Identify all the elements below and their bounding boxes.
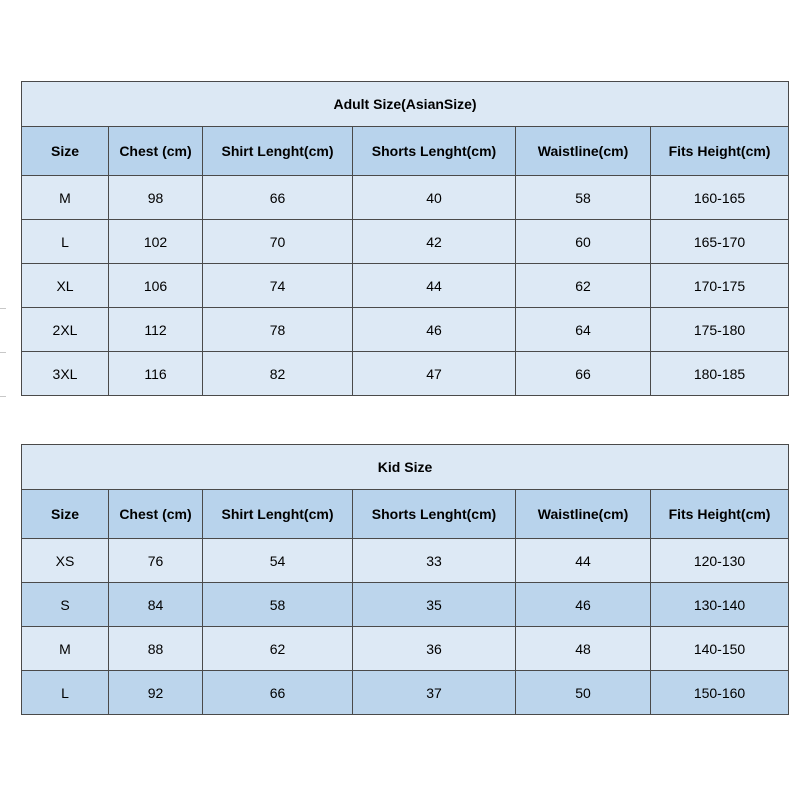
- size-cell: M: [22, 176, 109, 220]
- shirt-length-cell: 58: [203, 583, 353, 627]
- chest-cell: 98: [109, 176, 203, 220]
- edge-mark: [0, 308, 6, 309]
- column-header-shorts-length: Shorts Lenght(cm): [353, 127, 516, 176]
- table-row: [22, 352, 789, 396]
- column-header-size: Size: [22, 490, 109, 539]
- table-row: [22, 539, 789, 583]
- column-header-chest: Chest (cm): [109, 127, 203, 176]
- waistline-cell: 46: [516, 583, 651, 627]
- chest-cell: 116: [109, 352, 203, 396]
- edge-mark: [0, 396, 6, 397]
- shirt-length-cell: 54: [203, 539, 353, 583]
- fits-height-cell: 175-180: [651, 308, 789, 352]
- shirt-length-cell: 70: [203, 220, 353, 264]
- table-row: [22, 176, 789, 220]
- size-cell: M: [22, 627, 109, 671]
- fits-height-cell: 160-165: [651, 176, 789, 220]
- size-cell: XL: [22, 264, 109, 308]
- shorts-length-cell: 46: [353, 308, 516, 352]
- column-header-shorts-length: Shorts Lenght(cm): [353, 490, 516, 539]
- waistline-cell: 64: [516, 308, 651, 352]
- size-cell: 2XL: [22, 308, 109, 352]
- size-cell: S: [22, 583, 109, 627]
- column-header-shirt-length: Shirt Lenght(cm): [203, 490, 353, 539]
- shirt-length-cell: 62: [203, 627, 353, 671]
- fits-height-cell: 180-185: [651, 352, 789, 396]
- shirt-length-cell: 78: [203, 308, 353, 352]
- shorts-length-cell: 33: [353, 539, 516, 583]
- size-cell: 3XL: [22, 352, 109, 396]
- fits-height-cell: 140-150: [651, 627, 789, 671]
- edge-mark: [0, 352, 6, 353]
- fits-height-cell: 170-175: [651, 264, 789, 308]
- fits-height-cell: 130-140: [651, 583, 789, 627]
- column-header-fits-height: Fits Height(cm): [651, 127, 789, 176]
- shirt-length-cell: 82: [203, 352, 353, 396]
- column-header-waistline: Waistline(cm): [516, 127, 651, 176]
- column-header-size: Size: [22, 127, 109, 176]
- chest-cell: 92: [109, 671, 203, 715]
- table-row: [22, 264, 789, 308]
- column-header-fits-height: Fits Height(cm): [651, 490, 789, 539]
- waistline-cell: 48: [516, 627, 651, 671]
- table-row: [22, 308, 789, 352]
- size-cell: XS: [22, 539, 109, 583]
- column-header-shirt-length: Shirt Lenght(cm): [203, 127, 353, 176]
- adult-size-table: [21, 81, 789, 396]
- adult-table-title: Adult Size(AsianSize): [22, 82, 789, 127]
- shorts-length-cell: 44: [353, 264, 516, 308]
- kid-table-header-row: [22, 490, 789, 539]
- kid-size-table: [21, 444, 789, 715]
- shirt-length-cell: 74: [203, 264, 353, 308]
- waistline-cell: 66: [516, 352, 651, 396]
- size-cell: L: [22, 671, 109, 715]
- shirt-length-cell: 66: [203, 176, 353, 220]
- table-row: [22, 220, 789, 264]
- waistline-cell: 50: [516, 671, 651, 715]
- shorts-length-cell: 47: [353, 352, 516, 396]
- chest-cell: 112: [109, 308, 203, 352]
- chest-cell: 84: [109, 583, 203, 627]
- fits-height-cell: 165-170: [651, 220, 789, 264]
- shorts-length-cell: 35: [353, 583, 516, 627]
- adult-table-title-row: [22, 82, 789, 127]
- chest-cell: 102: [109, 220, 203, 264]
- shorts-length-cell: 42: [353, 220, 516, 264]
- waistline-cell: 60: [516, 220, 651, 264]
- waistline-cell: 62: [516, 264, 651, 308]
- size-cell: L: [22, 220, 109, 264]
- table-row: [22, 671, 789, 715]
- waistline-cell: 58: [516, 176, 651, 220]
- fits-height-cell: 150-160: [651, 671, 789, 715]
- shorts-length-cell: 37: [353, 671, 516, 715]
- shorts-length-cell: 40: [353, 176, 516, 220]
- shorts-length-cell: 36: [353, 627, 516, 671]
- kid-table-title-row: [22, 445, 789, 490]
- table-row: [22, 583, 789, 627]
- table-row: [22, 627, 789, 671]
- waistline-cell: 44: [516, 539, 651, 583]
- chest-cell: 76: [109, 539, 203, 583]
- chest-cell: 88: [109, 627, 203, 671]
- chest-cell: 106: [109, 264, 203, 308]
- kid-table-title: Kid Size: [22, 445, 789, 490]
- shirt-length-cell: 66: [203, 671, 353, 715]
- adult-table-header-row: [22, 127, 789, 176]
- fits-height-cell: 120-130: [651, 539, 789, 583]
- column-header-chest: Chest (cm): [109, 490, 203, 539]
- column-header-waistline: Waistline(cm): [516, 490, 651, 539]
